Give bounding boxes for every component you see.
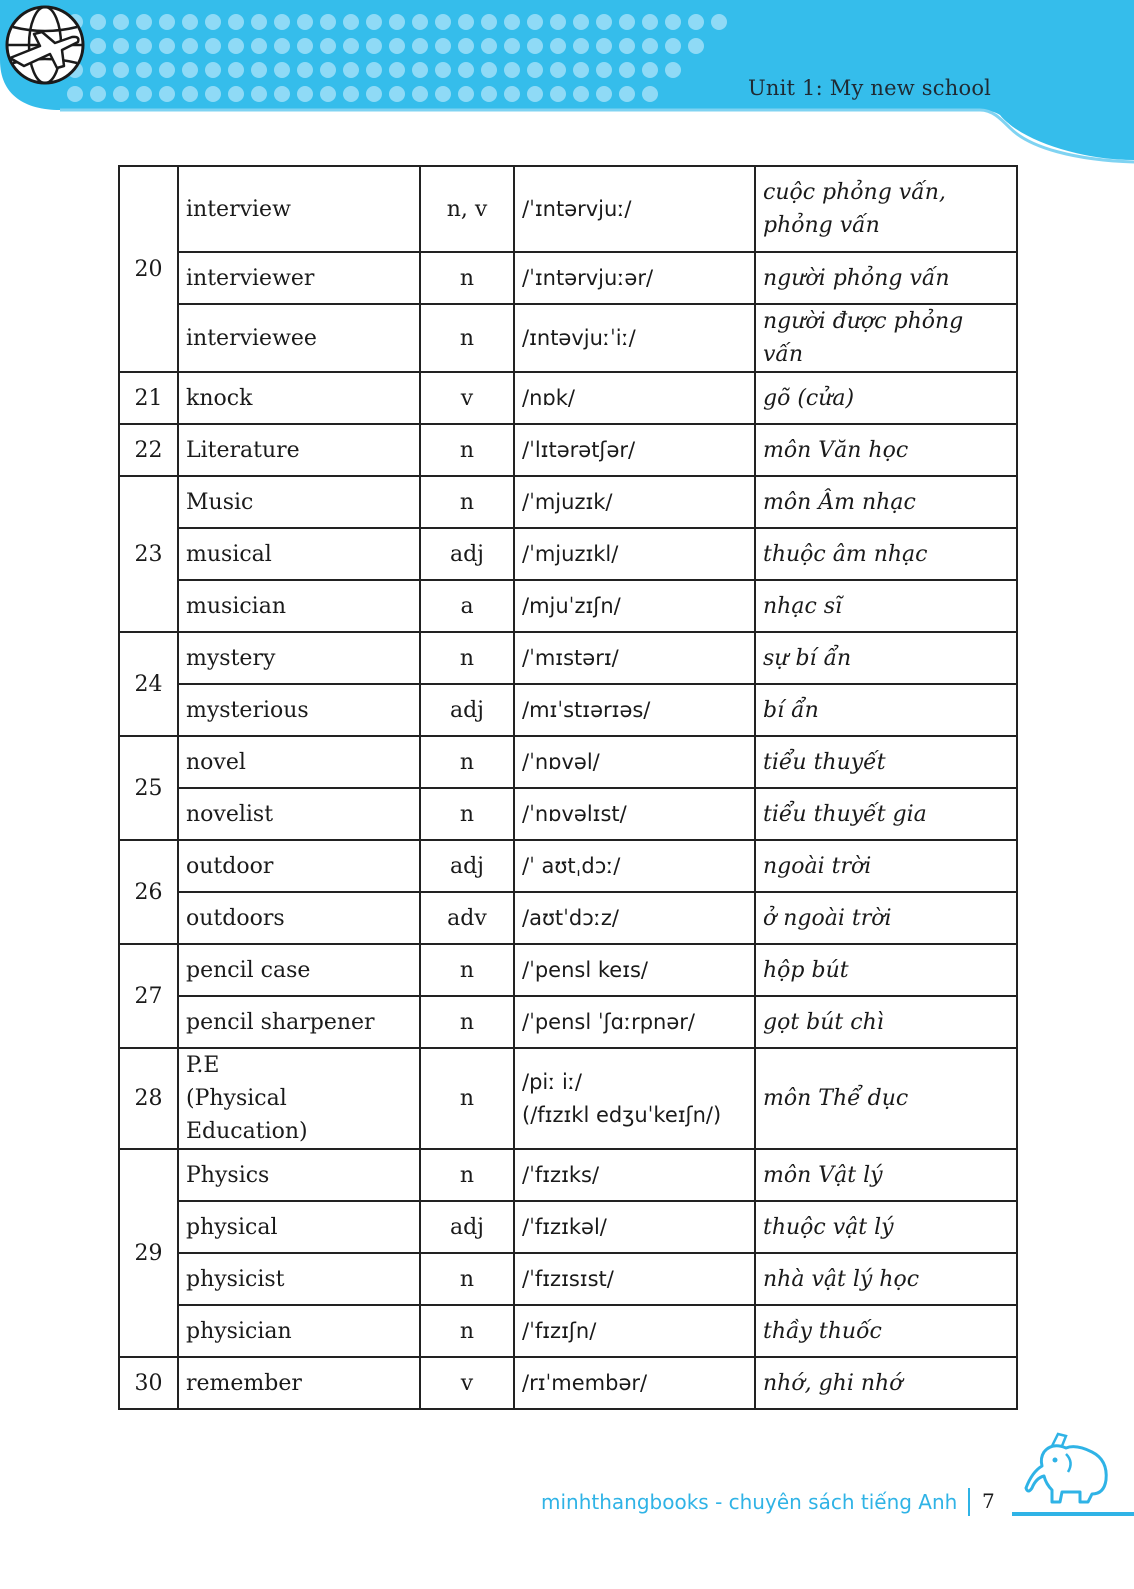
banner-dot [458, 38, 474, 54]
banner-dot [435, 86, 451, 102]
pronunciation: /rɪˈmembər/ [522, 1370, 648, 1395]
banner-dot [550, 14, 566, 30]
banner-dot [688, 14, 704, 30]
part-of-speech: n [420, 1253, 514, 1305]
part-of-speech: n [420, 1305, 514, 1357]
banner-dot [504, 38, 520, 54]
table-row [119, 736, 1017, 788]
table-row [119, 166, 1017, 252]
banner-dot [550, 62, 566, 78]
banner-dot [435, 38, 451, 54]
word: physical [186, 1214, 278, 1240]
word-cell [178, 1201, 420, 1253]
table-row [119, 1048, 1017, 1149]
word-cell [178, 788, 420, 840]
entry-number: 26 [119, 840, 178, 944]
entry-number: 21 [119, 372, 178, 424]
banner-dot [573, 86, 589, 102]
banner-dot [389, 62, 405, 78]
word-cell [178, 632, 420, 684]
pronunciation-cell [514, 1305, 755, 1357]
entry-number: 20 [119, 166, 178, 372]
footer-separator [968, 1488, 970, 1516]
elephant-mascot-icon [1022, 1432, 1114, 1504]
vietnamese-meaning: người phỏng vấn [755, 252, 1017, 304]
banner-dot [251, 62, 267, 78]
pronunciation: /ˈmɪstərɪ/ [522, 645, 619, 670]
vocabulary-table [118, 165, 1018, 1410]
table-row [119, 1357, 1017, 1409]
pronunciation-cell [514, 788, 755, 840]
banner-dot [412, 62, 428, 78]
vietnamese-meaning: gọt bút chì [755, 996, 1017, 1048]
word-cell [178, 252, 420, 304]
banner-dot [297, 38, 313, 54]
banner-dot [550, 86, 566, 102]
pronunciation-cell [514, 528, 755, 580]
globe-airplane-icon [0, 0, 90, 90]
part-of-speech: n [420, 424, 514, 476]
word: P.E [186, 1053, 220, 1078]
banner-dot [458, 86, 474, 102]
banner-dot [435, 62, 451, 78]
banner-dot [504, 62, 520, 78]
pronunciation-cell [514, 1201, 755, 1253]
word: outdoor [186, 853, 274, 879]
banner-dot [688, 38, 704, 54]
word-cell [178, 840, 420, 892]
banner-dot [596, 14, 612, 30]
vietnamese-meaning: sự bí ẩn [755, 632, 1017, 684]
pronunciation: /ˈpensl keɪs/ [522, 957, 649, 982]
table-row [119, 1305, 1017, 1357]
vietnamese-meaning: môn Văn học [755, 424, 1017, 476]
pronunciation-cell [514, 304, 755, 372]
word: mysterious [186, 697, 309, 723]
banner-dot [136, 38, 152, 54]
word-expansion: (Physical Education) [186, 1086, 308, 1144]
word-cell [178, 996, 420, 1048]
banner-dot [412, 14, 428, 30]
entry-number: 24 [119, 632, 178, 736]
banner-dot [389, 14, 405, 30]
header-banner [0, 0, 1134, 170]
banner-dot [251, 14, 267, 30]
table-row [119, 788, 1017, 840]
word: mystery [186, 645, 276, 671]
footer-publisher-text: minhthangbooks - chuyên sách tiếng Anh [541, 1490, 958, 1514]
part-of-speech: a [420, 580, 514, 632]
banner-dot [136, 62, 152, 78]
banner-dot [251, 86, 267, 102]
banner-dot [343, 14, 359, 30]
pronunciation-cell [514, 840, 755, 892]
banner-dot [619, 86, 635, 102]
page-number: 7 [982, 1489, 995, 1513]
table-row [119, 424, 1017, 476]
word-cell [178, 736, 420, 788]
banner-dot [573, 62, 589, 78]
banner-dot [159, 38, 175, 54]
banner-dot [182, 62, 198, 78]
banner-dot [642, 86, 658, 102]
word-cell [178, 304, 420, 372]
pronunciation: /ˈpensl ˈʃɑːrpnər/ [522, 1009, 695, 1034]
pronunciation: /ˈfɪzɪsɪst/ [522, 1266, 614, 1291]
banner-dot [205, 86, 221, 102]
banner-dot [412, 38, 428, 54]
vietnamese-meaning: môn Thể dục [755, 1048, 1017, 1149]
part-of-speech: v [420, 372, 514, 424]
word-cell [178, 1149, 420, 1201]
banner-dot [458, 62, 474, 78]
pronunciation-cell [514, 736, 755, 788]
vietnamese-meaning: bí ẩn [755, 684, 1017, 736]
table-row [119, 252, 1017, 304]
word: physicist [186, 1266, 285, 1292]
banner-dot [136, 14, 152, 30]
part-of-speech: n [420, 476, 514, 528]
pronunciation-cell [514, 1357, 755, 1409]
vietnamese-meaning: thuộc vật lý [755, 1201, 1017, 1253]
part-of-speech: adj [420, 1201, 514, 1253]
pronunciation: /mjuˈzɪʃn/ [522, 593, 621, 618]
part-of-speech: adj [420, 528, 514, 580]
pronunciation: /ˈfɪzɪʃn/ [522, 1318, 597, 1343]
banner-dot [389, 38, 405, 54]
pronunciation: /ˈmjuzɪk/ [522, 489, 613, 514]
banner-dot [389, 86, 405, 102]
table-row [119, 684, 1017, 736]
vietnamese-meaning: nhớ, ghi nhớ [755, 1357, 1017, 1409]
banner-dot [90, 14, 106, 30]
vietnamese-meaning: môn Vật lý [755, 1149, 1017, 1201]
footer-accent-line [1012, 1512, 1134, 1516]
word-cell [178, 476, 420, 528]
banner-dot [642, 38, 658, 54]
pronunciation: /nɒk/ [522, 385, 575, 410]
banner-dot [182, 14, 198, 30]
banner-dot [711, 14, 727, 30]
word-cell [178, 944, 420, 996]
banner-dot [619, 38, 635, 54]
word-cell [178, 372, 420, 424]
pronunciation-cell [514, 684, 755, 736]
banner-dot [596, 38, 612, 54]
word-cell [178, 1253, 420, 1305]
entry-number: 25 [119, 736, 178, 840]
word: Literature [186, 437, 300, 463]
vietnamese-meaning: người được phỏng vấn [755, 304, 1017, 372]
part-of-speech: adv [420, 892, 514, 944]
word: interview [186, 196, 291, 222]
vietnamese-meaning: môn Âm nhạc [755, 476, 1017, 528]
banner-dot [228, 14, 244, 30]
word-cell [178, 1305, 420, 1357]
vietnamese-meaning: gõ (cửa) [755, 372, 1017, 424]
banner-dot [159, 86, 175, 102]
banner-dot [113, 14, 129, 30]
banner-dot [550, 38, 566, 54]
entry-number: 29 [119, 1149, 178, 1357]
pronunciation: /ˈnɒvəl/ [522, 749, 600, 774]
banner-dot [205, 62, 221, 78]
word: outdoors [186, 905, 285, 931]
banner-dot [665, 38, 681, 54]
vietnamese-meaning: cuộc phỏng vấn, phỏng vấn [755, 166, 1017, 252]
banner-dot [297, 86, 313, 102]
pronunciation-cell [514, 476, 755, 528]
pronunciation-cell [514, 372, 755, 424]
banner-dot [573, 38, 589, 54]
pronunciation: /ˈnɒvəlɪst/ [522, 801, 627, 826]
word: Music [186, 489, 254, 515]
banner-dot [274, 14, 290, 30]
vietnamese-meaning: tiểu thuyết gia [755, 788, 1017, 840]
banner-dot [481, 14, 497, 30]
part-of-speech: n [420, 1048, 514, 1149]
banner-dot [274, 62, 290, 78]
word-cell [178, 166, 420, 252]
word-cell [178, 528, 420, 580]
banner-dot [458, 14, 474, 30]
banner-dot [619, 14, 635, 30]
vietnamese-meaning: hộp bút [755, 944, 1017, 996]
pronunciation-cell [514, 632, 755, 684]
banner-dot [297, 14, 313, 30]
table-row [119, 892, 1017, 944]
part-of-speech: adj [420, 684, 514, 736]
banner-dot [366, 38, 382, 54]
banner-dot [366, 86, 382, 102]
pronunciation-cell [514, 166, 755, 252]
part-of-speech: adj [420, 840, 514, 892]
banner-dot [504, 14, 520, 30]
banner-dot [320, 14, 336, 30]
entry-number: 30 [119, 1357, 178, 1409]
banner-dot [228, 86, 244, 102]
part-of-speech: n [420, 788, 514, 840]
table-row [119, 1201, 1017, 1253]
word: knock [186, 385, 253, 411]
part-of-speech: n [420, 944, 514, 996]
vietnamese-meaning: ngoài trời [755, 840, 1017, 892]
banner-dot [619, 62, 635, 78]
entry-number: 28 [119, 1048, 178, 1149]
banner-dot [343, 38, 359, 54]
pronunciation-expansion: (/fɪzɪkl edʒuˈkeɪʃn/) [522, 1102, 722, 1127]
banner-dot [113, 38, 129, 54]
banner-dot [366, 14, 382, 30]
pronunciation: /ˈfɪzɪks/ [522, 1162, 600, 1187]
pronunciation-cell [514, 996, 755, 1048]
table-row [119, 632, 1017, 684]
word: interviewee [186, 325, 317, 351]
pronunciation: /ˈɪntərvjuː/ [522, 196, 632, 221]
word: pencil case [186, 957, 311, 983]
word-cell [178, 424, 420, 476]
banner-dot [527, 38, 543, 54]
pronunciation-cell [514, 892, 755, 944]
banner-dot [504, 86, 520, 102]
banner-dot [665, 14, 681, 30]
banner-dot [205, 14, 221, 30]
banner-dot [596, 62, 612, 78]
entry-number: 22 [119, 424, 178, 476]
banner-dot [182, 38, 198, 54]
table-row [119, 476, 1017, 528]
word: musical [186, 541, 272, 567]
banner-dot [205, 38, 221, 54]
pronunciation-cell [514, 424, 755, 476]
banner-dot [90, 86, 106, 102]
word-cell [178, 892, 420, 944]
vocabulary-table-body [119, 166, 1017, 1409]
part-of-speech: n [420, 736, 514, 788]
pronunciation: /ɪntəvjuːˈiː/ [522, 325, 636, 350]
pronunciation: /mɪˈstɪərɪəs/ [522, 697, 651, 722]
vietnamese-meaning: nhà vật lý học [755, 1253, 1017, 1305]
banner-dot [274, 86, 290, 102]
banner-dot [665, 62, 681, 78]
pronunciation: /ˈɪntərvjuːər/ [522, 265, 654, 290]
table-row [119, 528, 1017, 580]
table-row [119, 372, 1017, 424]
pronunciation-cell [514, 1253, 755, 1305]
table-row [119, 996, 1017, 1048]
word: pencil sharpener [186, 1009, 375, 1035]
pronunciation: /aʊtˈdɔːz/ [522, 905, 619, 930]
vietnamese-meaning: ở ngoài trời [755, 892, 1017, 944]
banner-dot [527, 62, 543, 78]
banner-dot [435, 14, 451, 30]
word: physician [186, 1318, 292, 1344]
banner-dot [573, 14, 589, 30]
table-row [119, 944, 1017, 996]
banner-dot [481, 86, 497, 102]
word-cell [178, 1357, 420, 1409]
vietnamese-meaning: thầy thuốc [755, 1305, 1017, 1357]
banner-dot [251, 38, 267, 54]
word: interviewer [186, 265, 315, 291]
word: musician [186, 593, 286, 619]
banner-dot [320, 86, 336, 102]
unit-title: Unit 1: My new school [748, 76, 992, 100]
banner-dot [343, 62, 359, 78]
banner-dot [596, 86, 612, 102]
pronunciation-cell [514, 944, 755, 996]
banner-dot [297, 62, 313, 78]
banner-dot [182, 86, 198, 102]
vietnamese-meaning: nhạc sĩ [755, 580, 1017, 632]
banner-dot [412, 86, 428, 102]
part-of-speech: n [420, 252, 514, 304]
pronunciation-cell [514, 252, 755, 304]
pronunciation-cell [514, 580, 755, 632]
banner-dot [320, 38, 336, 54]
part-of-speech: n [420, 304, 514, 372]
banner-dot [642, 62, 658, 78]
word-cell [178, 684, 420, 736]
word: remember [186, 1370, 302, 1396]
part-of-speech: n [420, 632, 514, 684]
banner-dot [481, 62, 497, 78]
pronunciation: /ˈmjuzɪkl/ [522, 541, 619, 566]
pronunciation-cell [514, 1149, 755, 1201]
word: novel [186, 749, 246, 775]
part-of-speech: n [420, 996, 514, 1048]
banner-dot [228, 62, 244, 78]
banner-dot [481, 38, 497, 54]
pronunciation: /ˈfɪzɪkəl/ [522, 1214, 607, 1239]
table-row [119, 840, 1017, 892]
entry-number: 27 [119, 944, 178, 1048]
word: novelist [186, 801, 274, 827]
pronunciation: /piː iː/ [522, 1069, 582, 1094]
banner-dot [90, 38, 106, 54]
table-row [119, 1253, 1017, 1305]
banner-dot [343, 86, 359, 102]
pronunciation: /ˈ aʊtˌdɔː/ [522, 853, 621, 878]
word-cell [178, 580, 420, 632]
word-cell [178, 1048, 420, 1149]
banner-dot [159, 14, 175, 30]
table-row [119, 580, 1017, 632]
banner-dot [366, 62, 382, 78]
banner-dot [274, 38, 290, 54]
pronunciation-cell [514, 1048, 755, 1149]
entry-number: 23 [119, 476, 178, 632]
banner-dot [136, 86, 152, 102]
pronunciation: /ˈlɪtərətʃər/ [522, 437, 636, 462]
vietnamese-meaning: tiểu thuyết [755, 736, 1017, 788]
banner-dot [159, 62, 175, 78]
banner-dot [113, 62, 129, 78]
table-row [119, 304, 1017, 372]
word: Physics [186, 1162, 270, 1188]
banner-dot [113, 86, 129, 102]
part-of-speech: v [420, 1357, 514, 1409]
part-of-speech: n [420, 1149, 514, 1201]
banner-dot [90, 62, 106, 78]
banner-dot [228, 38, 244, 54]
vietnamese-meaning: thuộc âm nhạc [755, 528, 1017, 580]
banner-dot [527, 86, 543, 102]
banner-dot [642, 14, 658, 30]
banner-dot [320, 62, 336, 78]
banner-dot [527, 14, 543, 30]
table-row [119, 1149, 1017, 1201]
part-of-speech: n, v [420, 166, 514, 252]
